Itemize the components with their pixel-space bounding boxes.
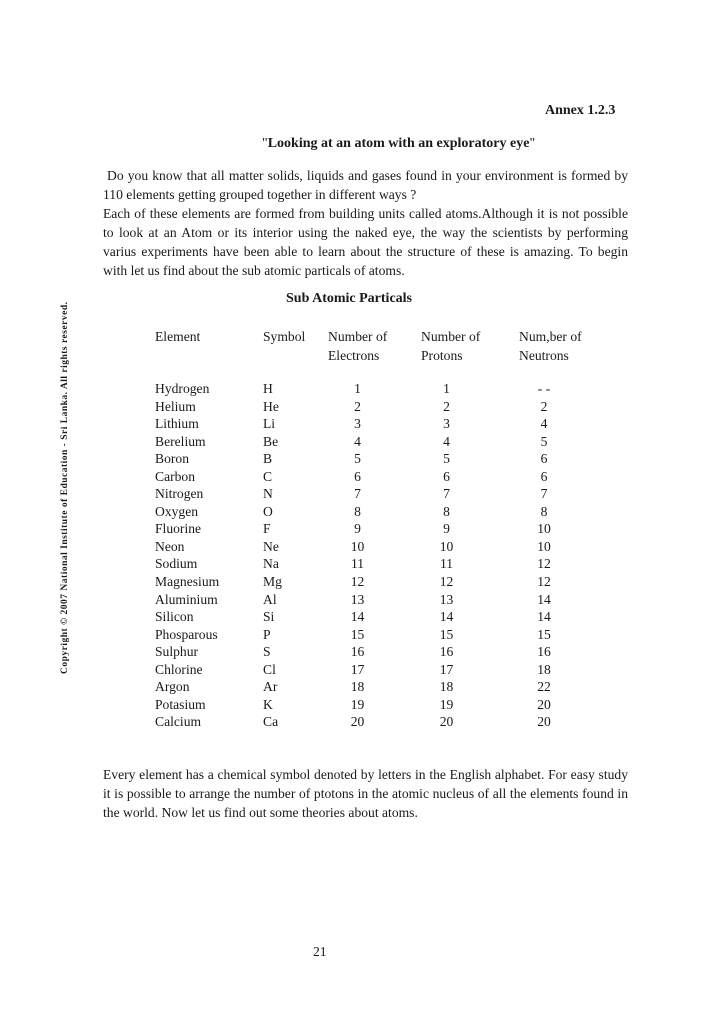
cell-element: Magnesium <box>155 574 220 590</box>
table-row <box>155 643 575 661</box>
element-table-body <box>155 380 575 731</box>
table-row <box>155 415 575 433</box>
cell-electrons: 4 <box>354 433 361 449</box>
cell-symbol: O <box>263 503 273 519</box>
cell-protons: 19 <box>439 696 454 712</box>
cell-neutrons: 14 <box>537 591 551 607</box>
cell-electrons: 15 <box>350 626 365 642</box>
cell-symbol: Be <box>263 433 279 449</box>
cell-element: Berelium <box>155 433 206 449</box>
cell-symbol: Ca <box>263 714 279 730</box>
cell-protons: 14 <box>439 609 454 625</box>
title-quote-close: " <box>529 136 536 151</box>
table-row <box>155 661 575 679</box>
cell-electrons: 20 <box>350 714 365 730</box>
cell-element: Potasium <box>155 696 206 712</box>
cell-electrons: 18 <box>350 679 365 695</box>
cell-electrons: 19 <box>350 696 365 712</box>
cell-symbol: B <box>263 451 273 467</box>
cell-protons: 11 <box>439 556 454 572</box>
cell-symbol: Mg <box>263 574 282 590</box>
cell-element: Helium <box>155 398 196 414</box>
cell-symbol: Al <box>263 591 277 607</box>
cell-neutrons: 10 <box>537 538 551 554</box>
cell-protons: 10 <box>439 538 454 554</box>
cell-protons: 13 <box>439 591 454 607</box>
cell-protons: 12 <box>439 574 454 590</box>
cell-element: Calcium <box>155 714 202 730</box>
cell-element: Oxygen <box>155 503 199 519</box>
outro-text <box>103 765 628 822</box>
header-electrons-line2: Electrons <box>328 348 380 363</box>
cell-element: Sulphur <box>155 644 199 660</box>
cell-symbol: F <box>263 521 271 537</box>
title-text: Looking at an atom with an exploratory eye <box>267 136 530 151</box>
cell-symbol: N <box>263 486 273 502</box>
cell-neutrons: 2 <box>540 398 548 414</box>
cell-element: Argon <box>155 679 190 695</box>
table-row <box>155 468 575 486</box>
cell-element: Sodium <box>155 556 198 572</box>
header-protons-line2: Protons <box>421 348 463 363</box>
table-row <box>155 398 575 416</box>
cell-symbol: Si <box>263 609 275 625</box>
intro-paragraph-1: Do you know that all matter solids, liquids and gases found in your environment is formed by 110 elements getting grouped together in different ways ? <box>103 168 628 202</box>
header-neutrons-line1: Num,ber of <box>519 329 582 344</box>
cell-element: Fluorine <box>155 521 202 537</box>
table-row <box>155 433 575 451</box>
cell-electrons: 14 <box>350 609 365 625</box>
cell-symbol: S <box>263 644 271 660</box>
header-element: Element <box>155 329 201 344</box>
cell-symbol: Na <box>263 556 279 572</box>
cell-protons: 18 <box>439 679 454 695</box>
table-row <box>155 608 575 626</box>
cell-electrons: 11 <box>350 556 365 572</box>
cell-electrons: 5 <box>354 451 361 467</box>
table-row <box>155 503 575 521</box>
cell-element: Silicon <box>155 609 194 625</box>
cell-neutrons: 20 <box>537 714 551 730</box>
cell-electrons: 16 <box>350 644 365 660</box>
cell-neutrons: 18 <box>537 661 551 677</box>
cell-electrons: 6 <box>354 468 361 484</box>
cell-protons: 16 <box>439 644 454 660</box>
header-symbol: Symbol <box>263 329 306 344</box>
cell-protons: 6 <box>443 468 450 484</box>
table-row <box>155 555 575 573</box>
table-row <box>155 713 575 731</box>
cell-electrons: 2 <box>354 398 361 414</box>
cell-protons: 3 <box>443 416 450 432</box>
table-row <box>155 626 575 644</box>
cell-electrons: 8 <box>354 503 361 519</box>
cell-symbol: Cl <box>263 661 276 677</box>
cell-neutrons: 8 <box>540 503 548 519</box>
cell-element: Lithium <box>155 416 199 432</box>
copyright-notice: Copyright © 2007 National Institute of Education - Sri Lanka. All rights reserved. <box>60 301 70 674</box>
cell-symbol: Ar <box>263 679 278 695</box>
cell-element: Carbon <box>155 468 196 484</box>
cell-symbol: C <box>263 468 273 484</box>
cell-element: Aluminium <box>155 591 218 607</box>
cell-protons: 9 <box>443 521 450 537</box>
cell-neutrons: 6 <box>540 468 548 484</box>
header-electrons <box>328 327 387 365</box>
table-row <box>155 450 575 468</box>
cell-neutrons: 16 <box>537 644 551 660</box>
cell-protons: 1 <box>443 381 450 396</box>
header-neutrons <box>519 327 582 365</box>
cell-neutrons: 12 <box>537 574 551 590</box>
cell-element: Hydrogen <box>155 381 210 396</box>
cell-symbol: P <box>263 626 271 642</box>
cell-neutrons: 12 <box>537 556 551 572</box>
intro-paragraph-2: Each of these elements are formed from building units called atoms.Although it is not possible to look at an Atom or its interior using the naked eye, the way the scientists by performing varius experiments have been able to learn about the structure of these is amazing. To begin with let us find about the sub atomic particals of atoms. <box>103 206 628 278</box>
table-row <box>155 520 575 538</box>
header-neutrons-line2: Neutrons <box>519 348 569 363</box>
cell-electrons: 12 <box>350 574 365 590</box>
cell-symbol: H <box>263 381 273 396</box>
cell-neutrons: 15 <box>537 626 551 642</box>
cell-symbol: Ne <box>263 538 279 554</box>
header-protons-line1: Number of <box>421 329 481 344</box>
cell-neutrons: 6 <box>540 451 548 467</box>
cell-symbol: K <box>263 696 273 712</box>
table-row <box>155 538 575 556</box>
page-title <box>262 136 535 152</box>
table-row <box>155 591 575 609</box>
cell-protons: 20 <box>439 714 454 730</box>
table-row <box>155 380 575 398</box>
annex-label: Annex 1.2.3 <box>545 103 616 118</box>
cell-neutrons: 14 <box>537 609 551 625</box>
title-quote-open: " <box>262 136 268 151</box>
cell-protons: 4 <box>443 433 450 449</box>
cell-neutrons: 20 <box>537 696 551 712</box>
cell-protons: 5 <box>443 451 450 467</box>
cell-element: Chlorine <box>155 661 203 677</box>
table-row <box>155 696 575 714</box>
cell-symbol: Li <box>263 416 276 432</box>
cell-protons: 8 <box>443 503 450 519</box>
cell-element: Neon <box>155 538 185 554</box>
outro-paragraph: Every element has a chemical symbol denoted by letters in the English alphabet. For easy study it is possible to arrange the number of ptotons in the atomic nucleus of all the elements found in the world. Now let us find out some theories about atoms. <box>103 767 628 820</box>
cell-symbol: He <box>263 398 279 414</box>
cell-protons: 15 <box>439 626 454 642</box>
cell-neutrons: 22 <box>537 679 551 695</box>
cell-electrons: 10 <box>350 538 365 554</box>
cell-neutrons: - - <box>537 381 551 396</box>
cell-protons: 2 <box>443 398 450 414</box>
cell-electrons: 17 <box>350 661 365 677</box>
cell-electrons: 13 <box>350 591 365 607</box>
intro-text <box>103 166 628 280</box>
table-row <box>155 573 575 591</box>
cell-protons: 7 <box>443 486 450 502</box>
cell-neutrons: 10 <box>537 521 551 537</box>
table-row <box>155 678 575 696</box>
cell-neutrons: 5 <box>540 433 548 449</box>
page-number: 21 <box>313 944 327 959</box>
cell-element: Nitrogen <box>155 486 204 502</box>
cell-protons: 17 <box>439 661 454 677</box>
cell-electrons: 9 <box>354 521 361 537</box>
cell-neutrons: 7 <box>540 486 548 502</box>
cell-element: Boron <box>155 451 189 467</box>
cell-electrons: 7 <box>354 486 361 502</box>
table-row <box>155 485 575 503</box>
cell-electrons: 3 <box>354 416 361 432</box>
cell-neutrons: 4 <box>540 416 548 432</box>
cell-element: Phosparous <box>155 626 218 642</box>
table-title: Sub Atomic Particals <box>286 291 412 306</box>
cell-electrons: 1 <box>354 381 361 396</box>
header-protons <box>421 327 480 365</box>
header-electrons-line1: Number of <box>328 329 388 344</box>
